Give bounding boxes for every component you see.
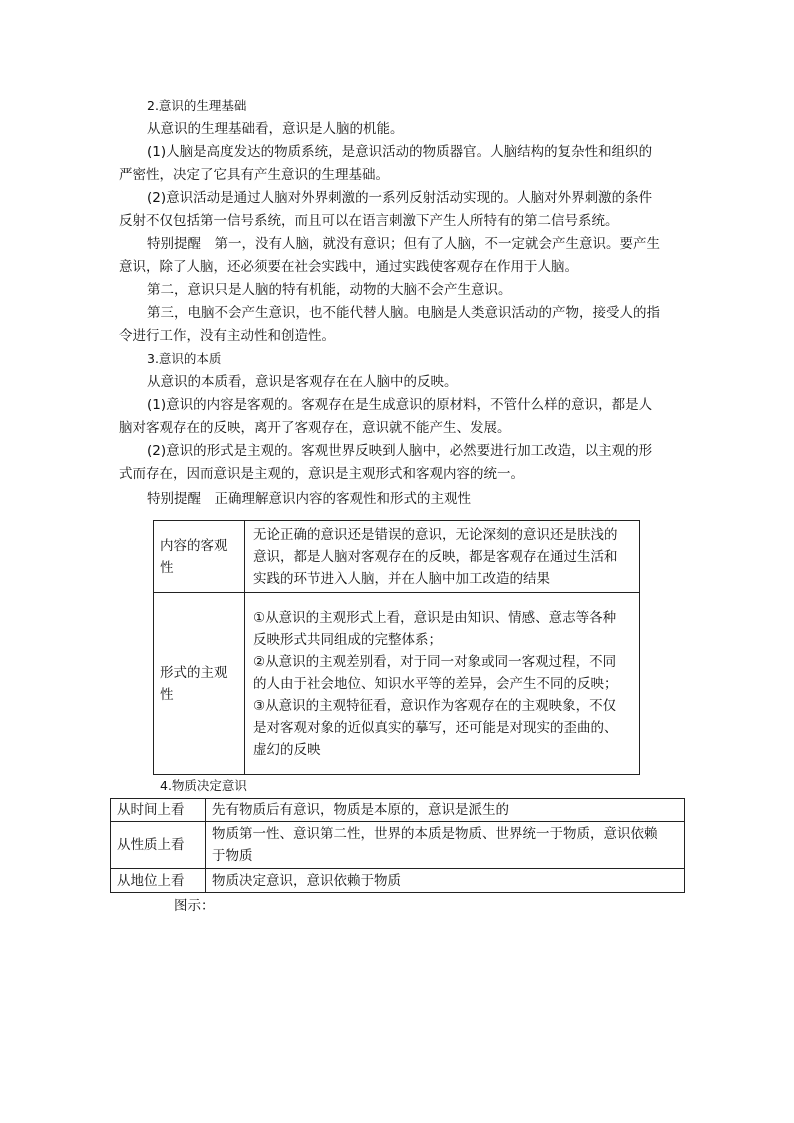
diagram-caption: 图示： (174, 898, 215, 914)
section-2-heading: 2.意识的生理基础 (147, 98, 247, 113)
paragraph-line: 意识，除了人脑，还必须要在社会实践中，通过实践使客观存在作用于人脑。 (119, 259, 578, 275)
cell-text: 形式的主观 (160, 664, 228, 681)
table-content-cell (245, 593, 640, 775)
cell-text: 性 (160, 559, 174, 576)
cell-text: 实践的环节进入人脑，并在人脑中加工改造的结果 (253, 570, 550, 587)
matter-determines-consciousness-table (110, 798, 685, 893)
cell-text: ②从意识的主观差别看，对于同一对象或同一客观过程，不同 (253, 653, 617, 670)
subjectivity-objectivity-table (153, 520, 640, 775)
table-label-cell: 从性质上看 (111, 822, 206, 869)
cell-text: 无论正确的意识还是错误的意识，无论深刻的意识还是肤浅的 (253, 526, 618, 543)
paragraph-line: 第二，意识只是人脑的特有机能，动物的大脑不会产生意识。 (147, 282, 512, 298)
cell-text: 物质决定意识，意识依赖于物质 (212, 872, 401, 889)
table-label-cell (154, 593, 245, 775)
paragraph-line: 反射不仅包括第一信号系统，而且可以在语言刺激下产生人所特有的第二信号系统。 (119, 213, 619, 229)
paragraph-line: 脑对客观存在的反映，离开了客观存在，意识就不能产生、发展。 (119, 420, 511, 436)
table-content-cell (206, 869, 685, 893)
note-line: 特别提醒 正确理解意识内容的客观性和形式的主观性 (147, 491, 471, 507)
paragraph-line: 式而存在，因而意识是主观的，意识是主观形式和客观内容的统一。 (119, 466, 524, 482)
cell-text: 内容的客观 (160, 537, 228, 554)
paragraph-line: 严密性，决定了它具有产生意识的生理基础。 (119, 167, 389, 183)
table-label-cell: 从时间上看 (111, 799, 206, 822)
paragraph-line: 第三，电脑不会产生意识，也不能代替人脑。电脑是人类意识活动的产物，接受人的指 (147, 305, 660, 321)
cell-text: ①从意识的主观形式上看，意识是由知识、情感、意志等各种 (253, 609, 617, 626)
table-label-cell: 从地位上看 (111, 869, 206, 893)
cell-text: 反映形式共同组成的完整体系； (253, 631, 442, 648)
table-content-cell (206, 799, 685, 822)
table-row (111, 822, 685, 869)
paragraph-line: (2)意识活动是通过人脑对外界刺激的一系列反射活动实现的。人脑对外界刺激的条件 (147, 190, 653, 206)
section-3-heading: 3.意识的本质 (147, 351, 222, 366)
cell-text: ③从意识的主观特征看，意识作为客观存在的主观映象，不仅 (253, 697, 617, 714)
cell-text: 物质第一性、意识第二性，世界的本质是物质、世界统一于物质，意识依赖 (212, 826, 658, 842)
cell-text: 的人由于社会地位、知识水平等的差异，会产生不同的反映； (253, 675, 618, 692)
section-4-heading: 4.物质决定意识 (160, 778, 247, 793)
table-row (111, 799, 685, 822)
paragraph-line: 令进行工作，没有主动性和创造性。 (119, 328, 335, 344)
table-row (111, 869, 685, 893)
table-row (154, 521, 640, 593)
note-line: 特别提醒 第一，没有人脑，就没有意识；但有了人脑，不一定就会产生意识。要产生 (147, 236, 660, 252)
table-row (154, 593, 640, 775)
cell-text: 于物质 (212, 848, 253, 864)
cell-text: 性 (160, 686, 174, 703)
paragraph-line: (1)意识的内容是客观的。客观存在是生成意识的原材料，不管什么样的意识，都是人 (147, 397, 653, 413)
paragraph-line: 从意识的生理基础看，意识是人脑的机能。 (147, 121, 404, 137)
paragraph-line: (2)意识的形式是主观的。客观世界反映到人脑中，必然要进行加工改造，以主观的形 (147, 443, 653, 459)
table-label-cell (154, 521, 245, 593)
cell-text: 意识，都是人脑对客观存在的反映，都是客观存在通过生活和 (253, 548, 618, 565)
paragraph-line: (1)人脑是高度发达的物质系统，是意识活动的物质器官。人脑结构的复杂性和组织的 (147, 144, 653, 160)
table-content-cell (245, 521, 640, 593)
cell-text: 是对客观对象的近似真实的摹写，还可能是对现实的歪曲的、 (253, 719, 618, 736)
cell-text: 虚幻的反映 (253, 741, 321, 758)
table-content-cell (206, 822, 685, 869)
cell-text: 先有物质后有意识，物质是本原的，意识是派生的 (212, 802, 509, 818)
paragraph-line: 从意识的本质看，意识是客观存在在人脑中的反映。 (147, 374, 458, 390)
